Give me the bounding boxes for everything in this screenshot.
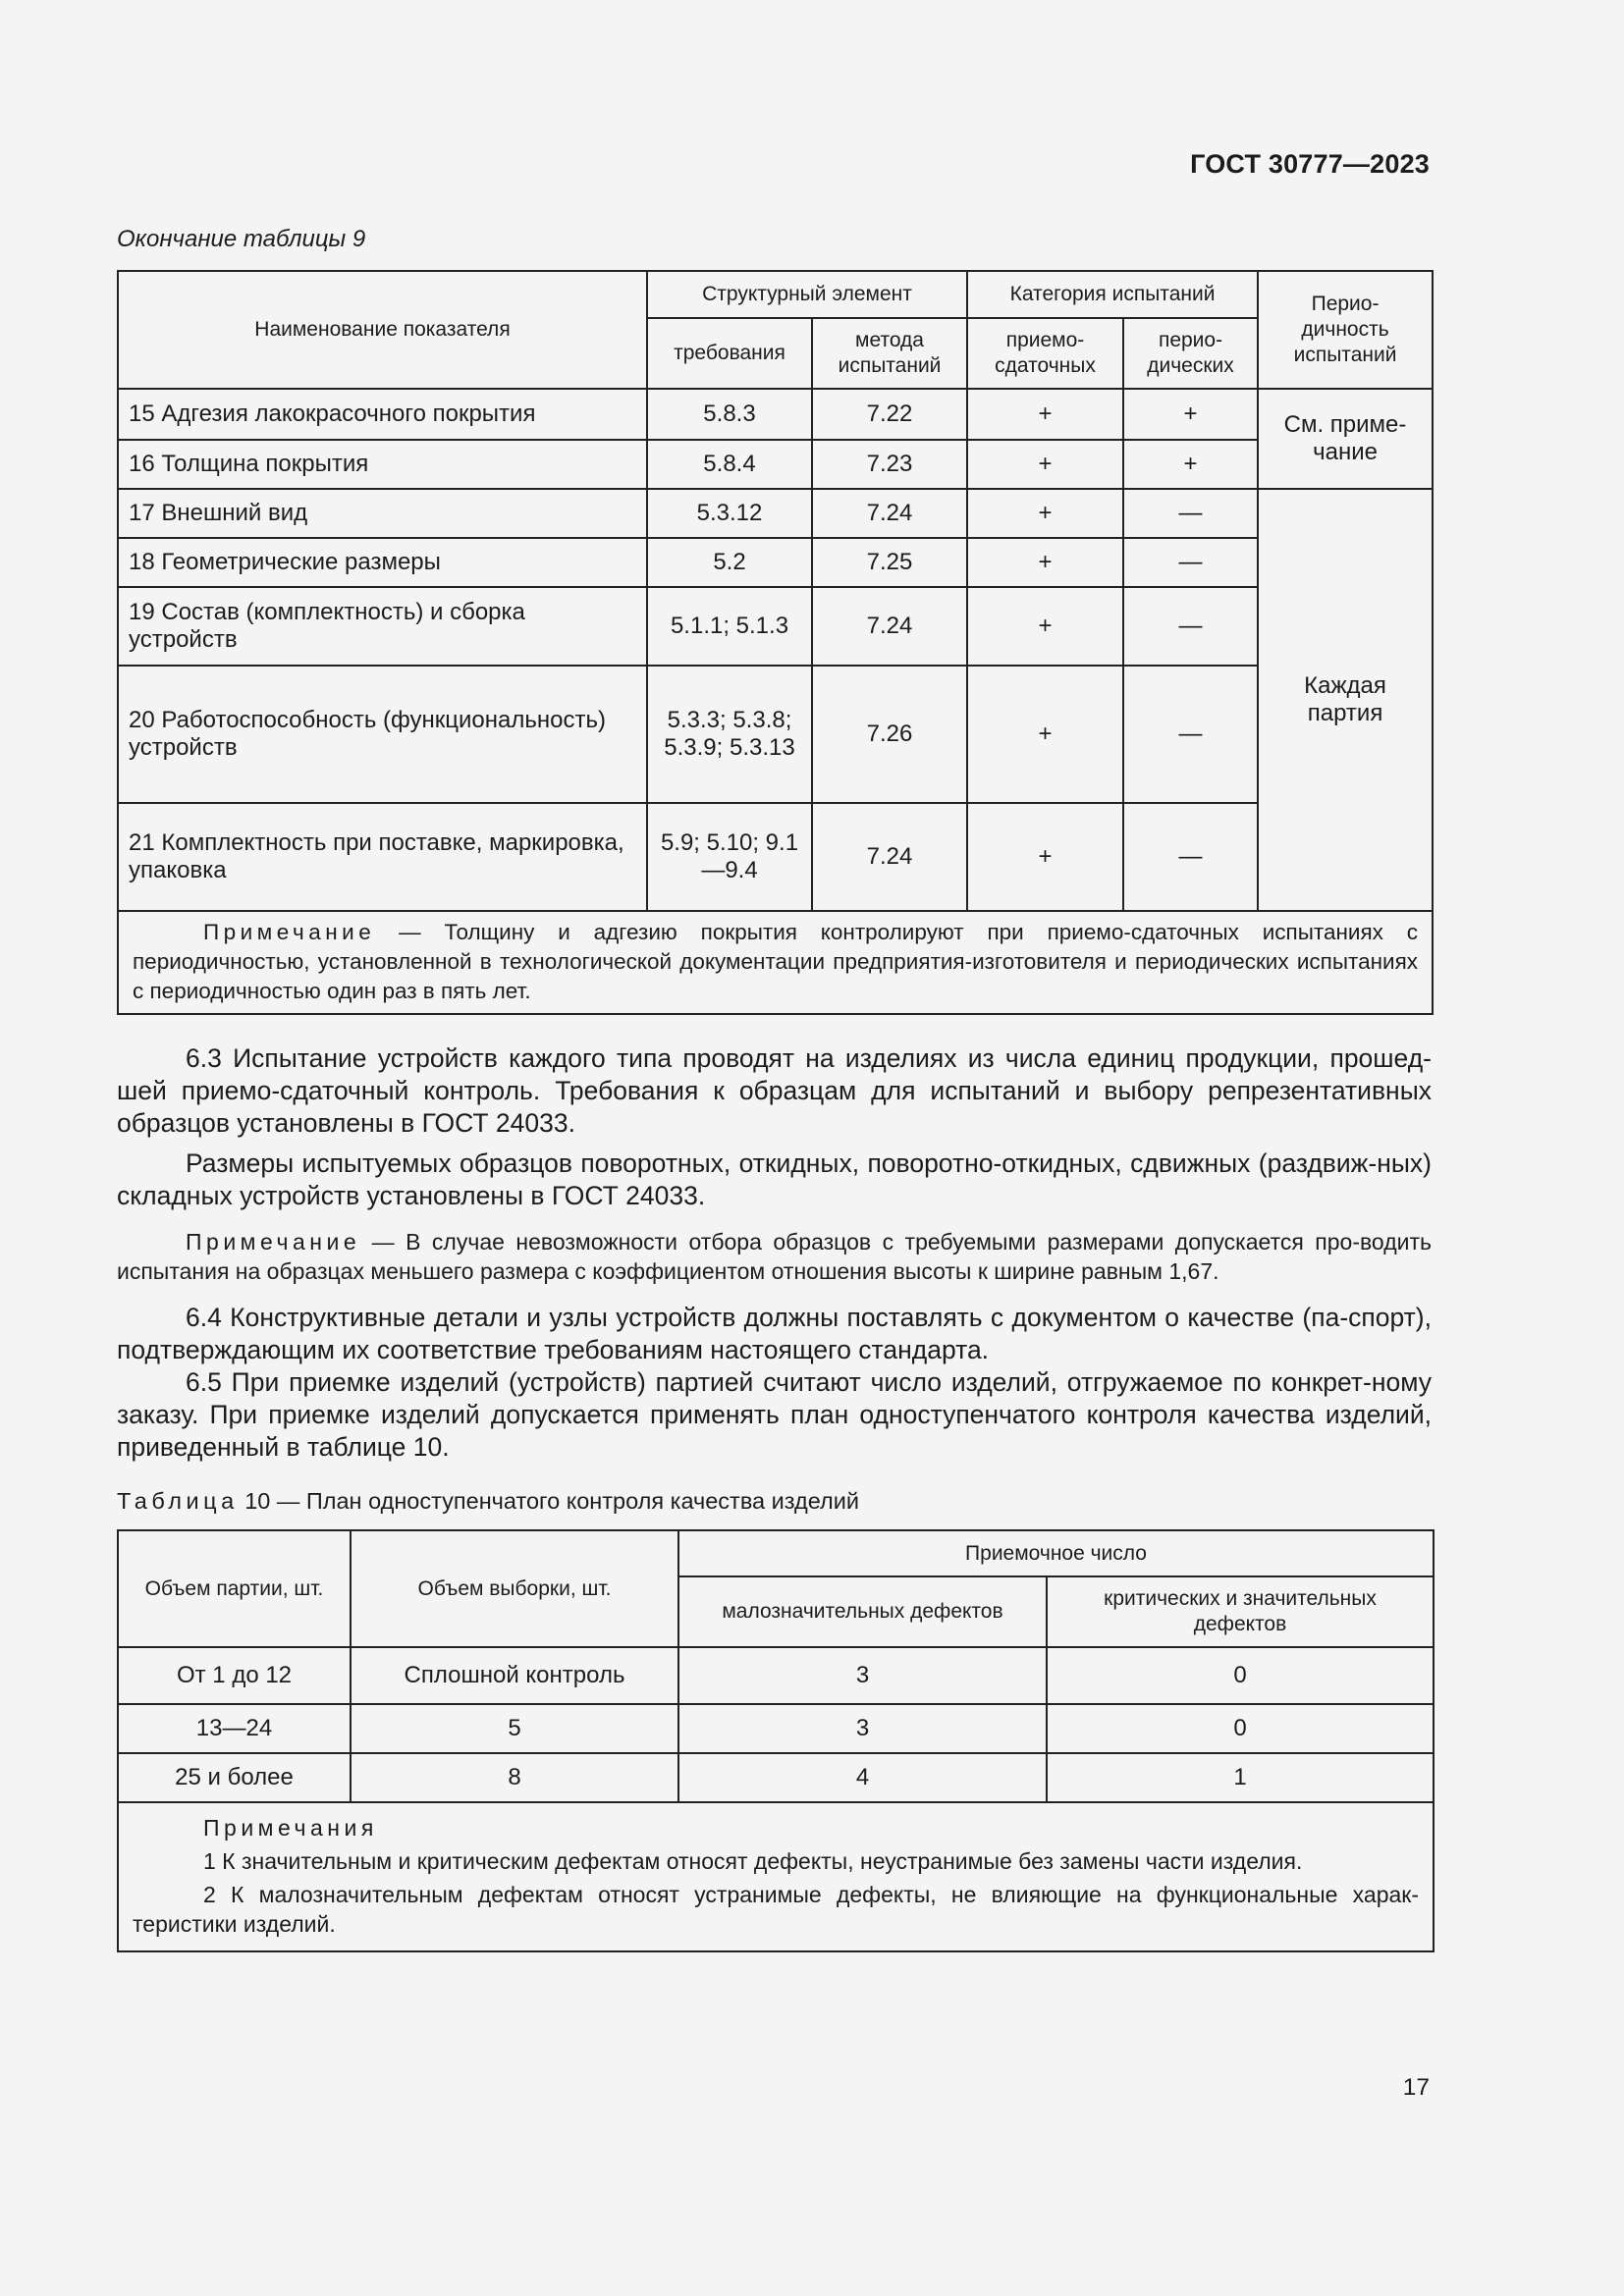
table9-note (118, 911, 1433, 1014)
header-name: Наименование показателя (118, 271, 647, 389)
row-name: 17 Внешний вид (118, 489, 647, 538)
row-period: + (1123, 389, 1258, 440)
header-periodicity: Перио-дичность испытаний (1258, 271, 1433, 389)
table-row (118, 489, 1433, 538)
note-text: — Толщину и адгезию покрытия контролируют при приемо-сдаточных испытаниях с периодичностью, установленной в технологической документации предприятия-изготовителя и периодических испытаниях с периодичностью один раз в пять лет. (133, 920, 1419, 1003)
note-1: 1 К значительным и критическим дефектам относят дефекты, неустранимые без замены части изделия. (203, 1848, 1303, 1874)
row-method: 7.25 (812, 538, 967, 587)
row-critical: 0 (1047, 1704, 1434, 1753)
row-req: 5.3.12 (647, 489, 812, 538)
paragraph-6-5: 6.5 При приемке изделий (устройств) партией считают число изделий, отгружаемое по конкрет-ному заказу. При приемке изделий допускается применять план одноступенчатого контроля качества изделий, приведенный в таблице 10. (117, 1367, 1432, 1462)
row-name: 18 Геометрические размеры (118, 538, 647, 587)
row-critical: 1 (1047, 1753, 1434, 1802)
section-6-4-6-5 (117, 1302, 1432, 1464)
header-critical: критических и значительных дефектов (1047, 1576, 1434, 1647)
table-row (118, 440, 1433, 489)
row-sample: Сплошной контроль (351, 1647, 678, 1704)
row-sample: 8 (351, 1753, 678, 1802)
paragraph-6-3-sizes: Размеры испытуемых образцов поворотных, откидных, поворотно-откидных, сдвижных (раздвиж-ных) складных устройств установлены в ГОСТ 24033. (117, 1148, 1432, 1210)
row-lot: 13—24 (118, 1704, 351, 1753)
row-name: 15 Адгезия лакокрасочного покрытия (118, 389, 647, 440)
table-row (118, 538, 1433, 587)
header-cat-accept: приемо-сдаточных (967, 318, 1123, 389)
header-minor: малозначительных дефектов (678, 1576, 1047, 1647)
row-method: 7.24 (812, 489, 967, 538)
row-period: — (1123, 666, 1258, 803)
row-req: 5.8.3 (647, 389, 812, 440)
caption-text: 10 — План одноступенчатого контроля качества изделий (244, 1488, 859, 1514)
row-req: 5.2 (647, 538, 812, 587)
row-period: — (1123, 489, 1258, 538)
table-row (118, 1704, 1434, 1753)
table9-note-row (118, 911, 1433, 1014)
row-method: 7.24 (812, 587, 967, 666)
table9-header-row (118, 271, 1433, 318)
row-minor: 3 (678, 1704, 1047, 1753)
row-lot: От 1 до 12 (118, 1647, 351, 1704)
header-accept-number: Приемочное число (678, 1530, 1434, 1576)
caption-label: Таблица (117, 1488, 239, 1514)
row-method: 7.23 (812, 440, 967, 489)
row-req: 5.8.4 (647, 440, 812, 489)
section-6-3 (117, 1042, 1432, 1212)
paragraph-6-3: 6.3 Испытание устройств каждого типа проводят на изделиях из числа единиц продукции, прошед-шей приемо-сдаточный контроль. Требования к образцам для испытаний и выбору репрезентативных образцов установлены в ГОСТ 24033. (117, 1043, 1432, 1138)
row-minor: 3 (678, 1647, 1047, 1704)
row-accept: + (967, 803, 1123, 911)
table10-notes (118, 1802, 1434, 1951)
table-row (118, 389, 1433, 440)
table10-notes-row (118, 1802, 1434, 1951)
table-row (118, 1753, 1434, 1802)
note-2: 2 К малозначительным дефектам относят устранимые дефекты, не влияющие на функциональные харак-теристики изделий. (133, 1882, 1420, 1937)
row-lot: 25 и более (118, 1753, 351, 1802)
row-sample: 5 (351, 1704, 678, 1753)
row-accept: + (967, 538, 1123, 587)
note-label: Примечание (203, 920, 376, 944)
row-req: 5.1.1; 5.1.3 (647, 587, 812, 666)
header-cat-period: перио-дических (1123, 318, 1258, 389)
table9-caption: Окончание таблицы 9 (117, 226, 366, 252)
row-period: — (1123, 538, 1258, 587)
row-period: + (1123, 440, 1258, 489)
periodicity-each-lot: Каждая партия (1258, 489, 1433, 911)
table10-header-row (118, 1530, 1434, 1576)
table-row (118, 1647, 1434, 1704)
header-struct-req: требования (647, 318, 812, 389)
paragraph-6-4: 6.4 Конструктивные детали и узлы устройств должны поставлять с документом о качестве (па-спорт), подтверждающим их соответствие требованиям настоящего стандарта. (117, 1303, 1432, 1364)
header-lot: Объем партии, шт. (118, 1530, 351, 1647)
periodicity-see-note: См. приме-чание (1258, 389, 1433, 489)
table10 (117, 1529, 1435, 1952)
header-struct-method: метода испытаний (812, 318, 967, 389)
row-period: — (1123, 587, 1258, 666)
row-accept: + (967, 389, 1123, 440)
row-method: 7.22 (812, 389, 967, 440)
header-struct: Структурный элемент (647, 271, 967, 318)
table10-caption (117, 1488, 859, 1515)
table-row (118, 666, 1433, 803)
standard-code: ГОСТ 30777—2023 (1190, 149, 1430, 179)
header-category: Категория испытаний (967, 271, 1258, 318)
row-critical: 0 (1047, 1647, 1434, 1704)
note-label: Примечание (186, 1229, 361, 1255)
note-text: — В случае невозможности отбора образцов с требуемыми размерами допускается про-водить испытания на образцах меньшего размера с коэффициентом отношения высоты к ширине равным 1,67. (117, 1229, 1433, 1284)
row-accept: + (967, 666, 1123, 803)
row-name: 19 Состав (комплектность) и сборка устройств (118, 587, 647, 666)
row-req: 5.3.3; 5.3.8; 5.3.9; 5.3.13 (647, 666, 812, 803)
row-method: 7.26 (812, 666, 967, 803)
table9 (117, 270, 1434, 1015)
table-row (118, 803, 1433, 911)
row-accept: + (967, 489, 1123, 538)
page-number: 17 (1402, 2074, 1430, 2101)
row-accept: + (967, 440, 1123, 489)
notes-label: Примечания (203, 1815, 378, 1841)
row-name: 21 Комплектность при поставке, маркировка, упаковка (118, 803, 647, 911)
row-name: 20 Работоспособность (функциональность) устройств (118, 666, 647, 803)
row-method: 7.24 (812, 803, 967, 911)
note-6-3 (117, 1227, 1432, 1286)
row-accept: + (967, 587, 1123, 666)
row-req: 5.9; 5.10; 9.1—9.4 (647, 803, 812, 911)
table-row (118, 587, 1433, 666)
row-name: 16 Толщина покрытия (118, 440, 647, 489)
row-minor: 4 (678, 1753, 1047, 1802)
row-period: — (1123, 803, 1258, 911)
header-sample: Объем выборки, шт. (351, 1530, 678, 1647)
